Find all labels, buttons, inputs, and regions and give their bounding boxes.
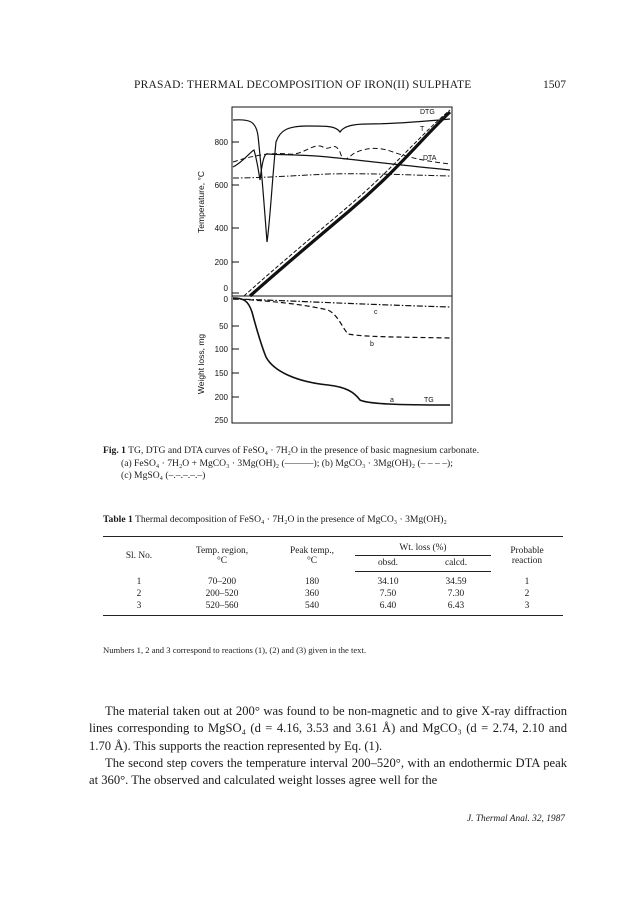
dta-curve-c	[233, 174, 450, 178]
upper-tick-200: 200	[214, 258, 228, 267]
th-probable-reaction: Probable reaction	[491, 537, 563, 572]
tg-curve-a	[233, 298, 450, 405]
upper-tick-0: 0	[223, 284, 228, 293]
running-title: PRASAD: THERMAL DECOMPOSITION OF IRON(II) SULPHATE	[134, 79, 472, 91]
cell: 70–200	[207, 576, 237, 587]
tg-curve-c	[233, 299, 450, 307]
th-wt-loss: Wt. loss (%)	[355, 537, 491, 556]
table-row	[103, 589, 563, 601]
tg-curve-b	[233, 299, 450, 338]
upper-tick-400: 400	[214, 224, 228, 233]
paragraph-1: The material taken out at 200° was found to be non-magnetic and to give X-ray diffraction lines corresponding to MgSO₄ (d = 4.16, 3.53 and 3.61 Å) and MgCO₃ (d = 2.74, 2.10 and 1.70 Å). This supports the reaction represented by Eq. (1).	[89, 704, 567, 753]
table-note: Numbers 1, 2 and 3 correspond to reactions (1), (2) and (3) given in the text.	[103, 645, 366, 655]
table-title-text: Thermal decomposition of FeSO₄ · 7H₂O in the presence of MgCO₃ · 3Mg(OH)₂	[135, 514, 447, 525]
cell: 360	[304, 589, 320, 599]
label-tg: TG	[424, 397, 434, 404]
caption-line3: (c) MgSO₄ (–.–.–.–.–)	[121, 470, 206, 481]
temperature-line-b	[244, 110, 450, 296]
cell: 2	[136, 589, 142, 599]
data-table	[103, 536, 563, 616]
lower-tick-200: 200	[214, 393, 228, 402]
lower-frame	[232, 296, 452, 423]
cell: 6.43	[421, 601, 491, 616]
label-c: c	[374, 309, 378, 316]
cell: 3	[491, 601, 563, 616]
upper-y-axis-title: Temperature, °C	[196, 171, 206, 233]
caption-lead: Fig. 1	[103, 445, 126, 456]
lower-tick-150: 150	[214, 369, 228, 378]
upper-tick-800: 800	[214, 138, 228, 147]
page-number: 1507	[543, 79, 566, 91]
caption-line1: TG, DTG and DTA curves of FeSO₄ · 7H₂O in the presence of basic magnesium carbonate.	[128, 445, 480, 456]
th-temp-region: Temp. region, °C	[175, 537, 269, 572]
lower-tick-100: 100	[214, 345, 228, 354]
label-dtg: DTG	[420, 109, 435, 116]
label-a: a	[390, 397, 394, 404]
paragraph-2: The second step covers the temperature interval 200–520°, with an endothermic DTA peak at 360°. The observed and calculated weight losses agree well for the	[89, 755, 567, 788]
cell: 34.10	[377, 577, 399, 587]
label-t: T	[420, 126, 425, 133]
cell: 34.59	[445, 577, 467, 587]
upper-frame	[232, 107, 452, 296]
dtg-curve	[233, 119, 450, 242]
cell: 540	[269, 601, 355, 616]
lower-y-axis-title: Weight loss, mg	[196, 333, 206, 395]
body-text	[89, 703, 567, 789]
thermal-curves-plot	[188, 102, 460, 427]
journal-citation: J. Thermal Anal. 32, 1987	[466, 814, 565, 824]
cell: 180	[304, 576, 320, 587]
table-row	[103, 572, 563, 589]
cell: 520–560	[175, 601, 269, 616]
cell: 6.40	[355, 601, 421, 616]
cell: 3	[103, 601, 175, 616]
cell: 1	[136, 576, 142, 587]
upper-tick-600: 600	[214, 181, 228, 190]
lower-tick-250: 250	[214, 416, 228, 425]
lower-tick-0: 0	[223, 295, 228, 304]
caption-line2: (a) FeSO₄ · 7H₂O + MgCO₃ · 3Mg(OH)₂ (———); (b) MgCO₃ · 3Mg(OH)₂ (– – – –);	[121, 457, 453, 469]
table-title	[103, 514, 563, 525]
cell: 7.50	[379, 589, 397, 599]
label-b: b	[370, 341, 374, 348]
th-sl-no: Sl. No.	[103, 537, 175, 572]
temperature-line-a	[250, 112, 450, 296]
lower-y-ticks	[215, 295, 239, 425]
table-title-lead: Table 1	[103, 514, 133, 525]
cell: 1	[524, 576, 530, 587]
th-peak-temp: Peak temp., °C	[269, 537, 355, 572]
label-dta: DTA	[423, 155, 437, 162]
cell: 7.30	[447, 589, 465, 599]
running-head	[90, 79, 566, 97]
table-row	[103, 601, 563, 616]
th-calcd: calcd.	[421, 556, 491, 572]
figure-caption	[103, 445, 563, 483]
cell: 2	[524, 589, 530, 599]
lower-tick-50: 50	[219, 322, 228, 331]
cell: 200–520	[205, 589, 239, 599]
th-obsd: obsd.	[355, 556, 421, 572]
figure-1	[188, 102, 460, 427]
